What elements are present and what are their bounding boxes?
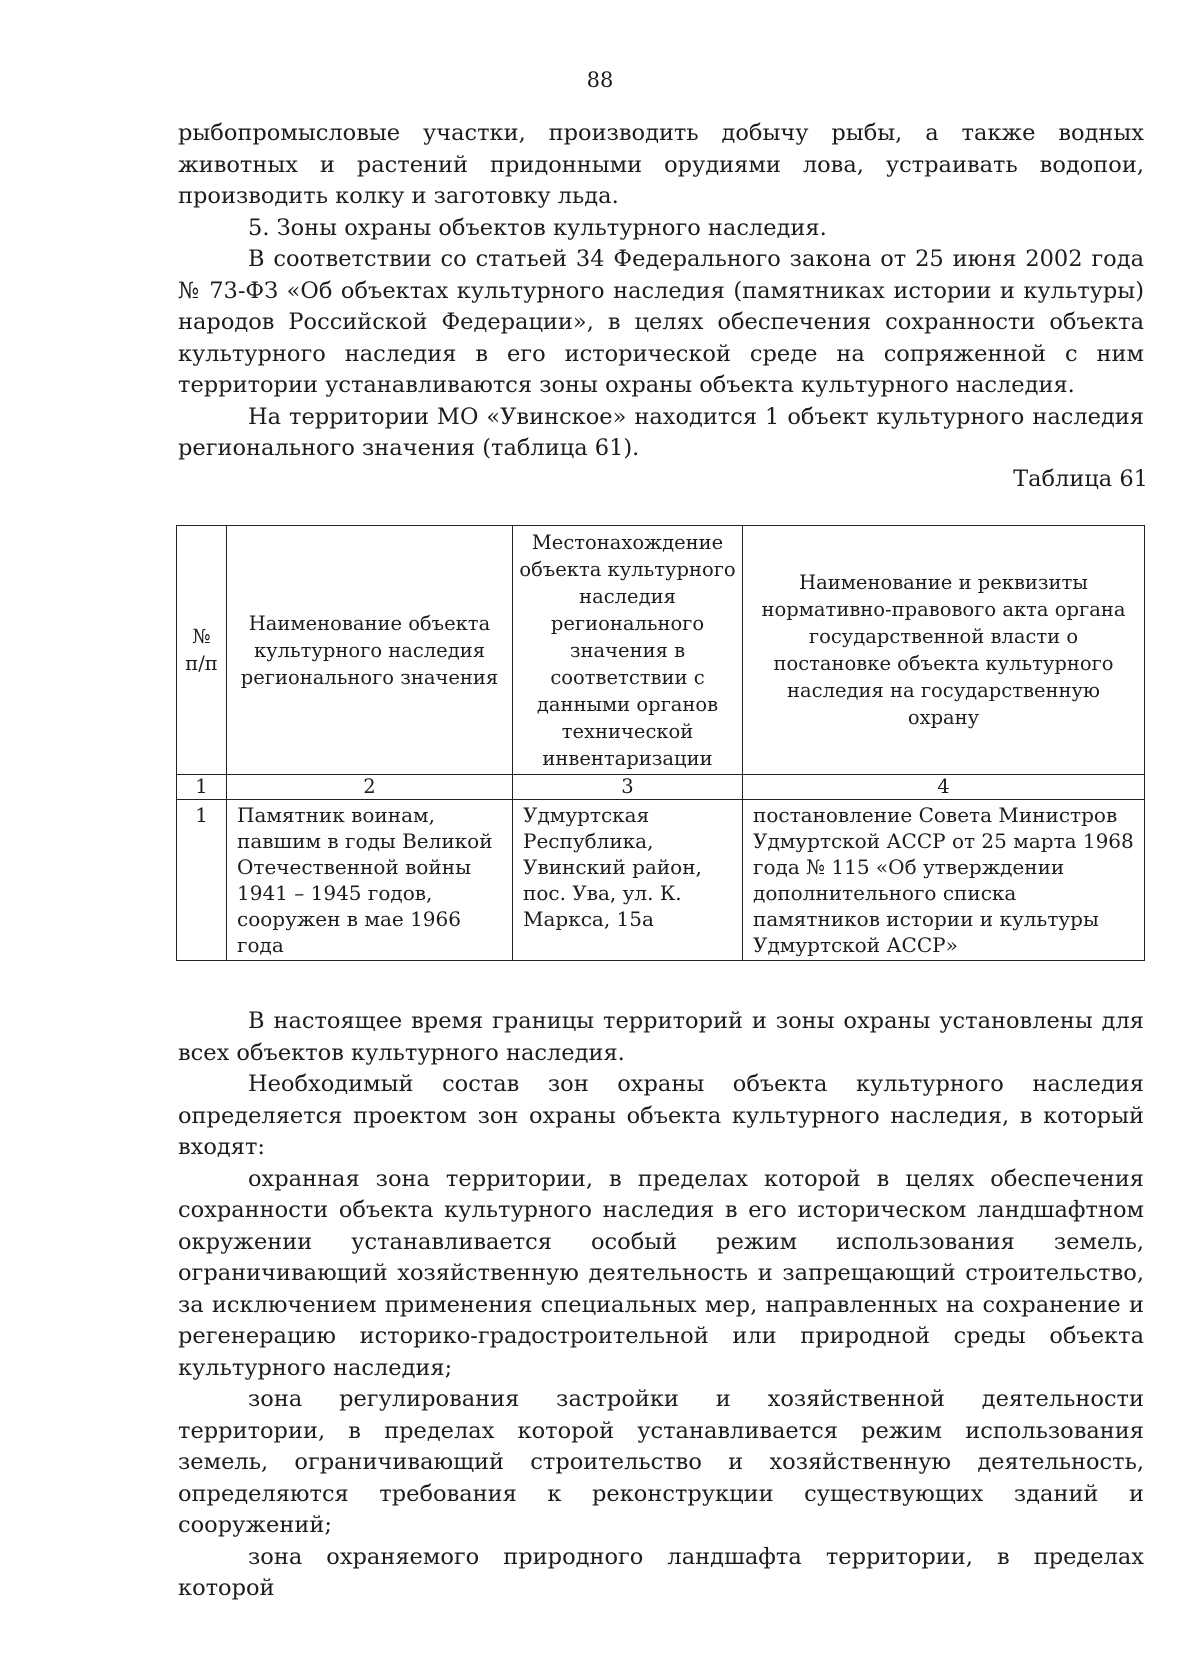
column-number: 3: [513, 775, 743, 800]
header-legal-act: Наименование и реквизиты нормативно-правового акта органа государственной власти о постановке объекта культурного наследия на государственную охрану: [743, 526, 1145, 775]
outro-paragraph-boundaries: В настоящее время границы территорий и зоны охраны установлены для всех объектов культурного наследия.: [178, 1008, 1144, 1066]
table-caption: Таблица 61: [1013, 466, 1148, 492]
header-number: № п/п: [177, 526, 227, 775]
column-number: 4: [743, 775, 1145, 800]
page-number: 88: [586, 68, 614, 92]
outro-paragraph-composition: Необходимый состав зон охраны объекта культурного наследия определяется проектом зон охраны объекта культурного наследия, в который входят:: [178, 1071, 1144, 1160]
header-object-name: Наименование объекта культурного наследия регионального значения: [227, 526, 513, 775]
outro-text: [178, 1006, 1144, 1605]
section-heading: 5. Зоны охраны объектов культурного наследия.: [248, 214, 827, 241]
intro-paragraph-continuation: рыбопромысловые участки, производить добычу рыбы, а также водных животных и растений придонными орудиями лова, устраивать водопои, производить колку и заготовку льда.: [178, 120, 1144, 209]
outro-paragraph-protection-zone: охранная зона территории, в пределах которой в целях обеспечения сохранности объекта культурного наследия в его историческом ландшафтном окружении устанавливается особый режим использования земель, ограничивающий хозяйственную деятельность и запрещающий строительство, за исключением применения специальных мер, направленных на сохранение и регенерацию историко-градостроительной или природной среды объекта культурного наследия;: [178, 1165, 1144, 1381]
intro-paragraph-law: В соответствии со статьей 34 Федерального закона от 25 июня 2002 года № 73-ФЗ «Об объектах культурного наследия (памятниках истории и культуры) народов Российской Федерации», в целях обеспечения сохранности объекта культурного наследия в его исторической среде на сопряженной с ним территории устанавливаются зоны охраны объекта культурного наследия.: [178, 246, 1144, 398]
row-location: Удмуртская Республика, Увинский район, пос. Ува, ул. К. Маркса, 15а: [513, 800, 743, 961]
table-column-numbers-row: [177, 775, 1145, 800]
table-header-row: [177, 526, 1145, 775]
heritage-table: [176, 525, 1145, 961]
header-location: Местонахождение объекта культурного наследия регионального значения в соответствии с данными органов технической инвентаризации: [513, 526, 743, 775]
intro-paragraph-territory: На территории МО «Увинское» находится 1 объект культурного наследия регионального значения (таблица 61).: [178, 403, 1144, 461]
intro-text: [178, 118, 1144, 465]
outro-paragraph-regulation-zone: зона регулирования застройки и хозяйственной деятельности территории, в пределах которой устанавливается режим использования земель, ограничивающий строительство и хозяйственную деятельность, определяются требования к реконструкции существующих зданий и сооружений;: [178, 1386, 1144, 1538]
outro-paragraph-landscape-zone: зона охраняемого природного ландшафта территории, в пределах которой: [178, 1543, 1144, 1601]
column-number: 1: [177, 775, 227, 800]
table-row: [177, 800, 1145, 961]
row-legal-act: постановление Совета Министров Удмуртской АССР от 25 марта 1968 года № 115 «Об утверждении дополнительного списка памятников истории и культуры Удмуртской АССР»: [743, 800, 1145, 961]
row-number: 1: [177, 800, 227, 961]
column-number: 2: [227, 775, 513, 800]
row-object-name: Памятник воинам, павшим в годы Великой Отечественной войны 1941 – 1945 годов, сооружен в мае 1966 года: [227, 800, 513, 961]
